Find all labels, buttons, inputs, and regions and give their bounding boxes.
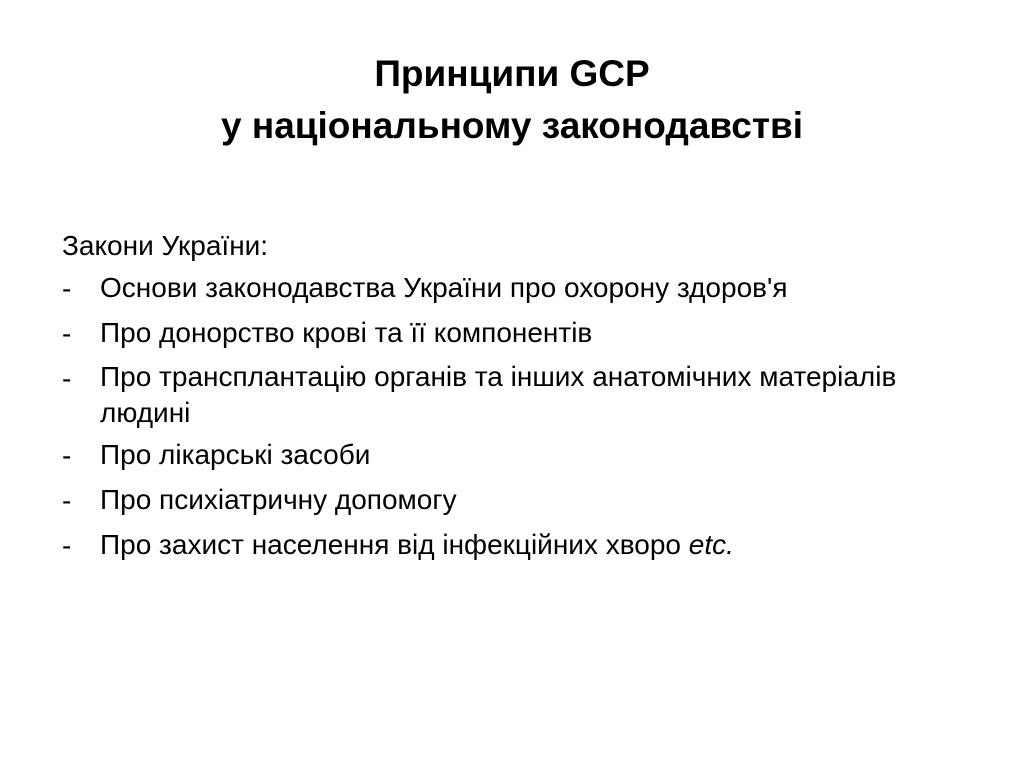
bullet-dash: -	[62, 273, 72, 304]
slide-body	[62, 226, 962, 571]
list-item-text: Про захист населення від інфекційних хворо	[100, 529, 689, 560]
title-line-1: Принципи GCP	[374, 53, 650, 94]
list-item	[62, 359, 962, 431]
list-item-text: Про психіатричну допомогу	[100, 484, 457, 515]
bullet-dash: -	[62, 440, 72, 471]
law-list	[62, 269, 962, 566]
list-item	[62, 436, 962, 476]
list-item	[62, 526, 962, 566]
list-item-text: Про донорство крові та її компонентів	[100, 317, 593, 348]
bullet-dash: -	[62, 485, 72, 516]
list-item-text: Про лікарські засоби	[100, 439, 371, 470]
title-line-2: у національному законодавстві	[221, 105, 803, 146]
list-item-text: Про трансплантацію органів та інших анатомічних матеріалів людині	[100, 361, 897, 428]
bullet-dash: -	[62, 318, 72, 349]
list-intro: Закони України:	[62, 230, 269, 261]
list-item	[62, 269, 962, 309]
bullet-dash: -	[62, 530, 72, 561]
list-item-emphasis: etc.	[688, 529, 734, 560]
list-item	[62, 481, 962, 521]
list-item	[62, 314, 962, 354]
slide-title	[0, 48, 1024, 152]
bullet-dash: -	[62, 363, 72, 394]
list-item-text-wrapper	[100, 526, 962, 566]
list-item-text: Основи законодавства України про охорону здоров'я	[100, 272, 788, 303]
